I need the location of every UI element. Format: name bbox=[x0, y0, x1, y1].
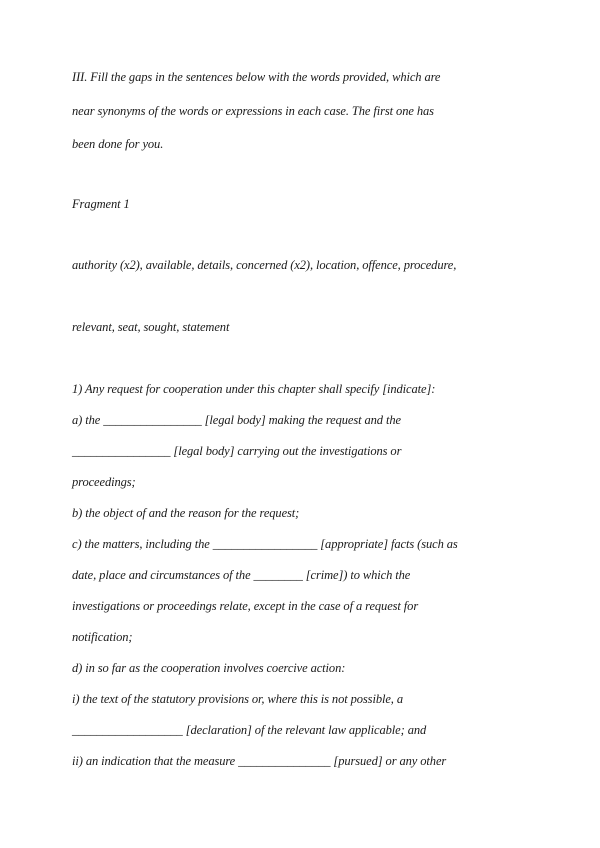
body-line-6: c) the matters, including the _________________ [appropriate] facts (such as bbox=[72, 537, 458, 551]
body-line-11: i) the text of the statutory provisions or, where this is not possible, a bbox=[72, 692, 403, 706]
word-bank-line-1: authority (x2), available, details, concerned (x2), location, offence, procedure, bbox=[72, 258, 457, 272]
body-line-12: __________________ [declaration] of the relevant law applicable; and bbox=[72, 723, 427, 737]
body-line-7: date, place and circumstances of the ________ [crime]) to which the bbox=[72, 568, 411, 582]
body-line-2: a) the ________________ [legal body] making the request and the bbox=[72, 413, 401, 427]
body-line-9: notification; bbox=[72, 630, 133, 644]
body-line-13: ii) an indication that the measure _______________ [pursued] or any other bbox=[72, 754, 447, 768]
word-bank-line-2: relevant, seat, sought, statement bbox=[72, 320, 230, 334]
instruction-line-2: near synonyms of the words or expressions in each case. The first one has bbox=[72, 104, 434, 118]
body-line-10: d) in so far as the cooperation involves coercive action: bbox=[72, 661, 346, 675]
body-line-3: ________________ [legal body] carrying out the investigations or bbox=[72, 444, 402, 458]
fragment-title: Fragment 1 bbox=[72, 197, 130, 211]
body-line-5: b) the object of and the reason for the request; bbox=[72, 506, 300, 520]
instruction-line-1: III. Fill the gaps in the sentences below with the words provided, which are bbox=[72, 70, 441, 84]
instruction-line-3: been done for you. bbox=[72, 137, 164, 151]
body-line-1: 1) Any request for cooperation under this chapter shall specify [indicate]: bbox=[72, 382, 436, 396]
body-line-8: investigations or proceedings relate, except in the case of a request for bbox=[72, 599, 419, 613]
body-line-4: proceedings; bbox=[72, 475, 136, 489]
